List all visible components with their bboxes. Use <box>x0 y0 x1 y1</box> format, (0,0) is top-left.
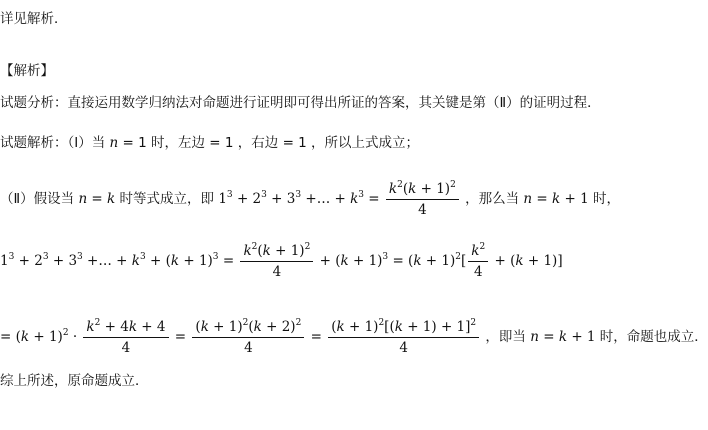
step1-inner-fraction: $\frac{k^2}{4}$ <box>468 242 488 281</box>
analysis-heading: 【解析】 <box>0 63 54 79</box>
analysis-summary-line <box>0 94 601 112</box>
solution-part-ii-line <box>0 180 620 219</box>
derivation-step-2: = $(k + 1)^2$ · $\frac{k^2 + 4k + 4}{4}$ = $\frac{(k + 1)^2(k + 2)^2}{4}$ = $\frac{(k + 1)^2[(k + 1) + 1]^2}{4}$ <box>0 329 481 345</box>
answer-line <box>0 10 68 28</box>
step2-fraction-b: $\frac{(k + 1)^2(k + 2)^2}{4}$ <box>192 318 304 357</box>
step1-fraction: $\frac{k^2(k + 1)^2}{4}$ <box>240 242 313 281</box>
conclusion-step-prefix: ，即当 <box>481 329 531 345</box>
step2-fraction-a: $\frac{k^2 + 4k + 4}{4}$ <box>83 318 168 357</box>
variable-n: n <box>109 135 119 151</box>
solution-part-i-line <box>0 134 419 152</box>
solution-part-ii-prefix: （Ⅱ）假设当 <box>0 191 79 207</box>
answer-text: 详见解析． <box>0 11 68 27</box>
solution-part-ii-suffix: 时， <box>588 191 620 207</box>
solution-part-i-prefix: 试题解析：（Ⅰ）当 <box>0 135 110 151</box>
induction-hypothesis-formula: $1^3 + 2^3 + 3^3$ +… + $k^3$ = $\frac{k^2(k + 1)^2}{4}$ <box>218 191 460 207</box>
derivation-step-1: $1^3 + 2^3 + 3^3$ +… + $k^3 + (k + 1)^3$ = $\frac{k^2(k + 1)^2}{4}$ + $(k + 1)^3 = (k + 1)^2$[ $\frac{k^2}{4}$ + (k + 1)] <box>0 242 563 280</box>
solution-part-i-text: = 1 时，左边 = 1 ，右边 = 1 ，所以上式成立； <box>118 135 420 151</box>
hypothesis-fraction: $\frac{k^2(k + 1)^2}{4}$ <box>386 180 459 219</box>
analysis-heading-line <box>0 62 54 80</box>
solution-part-ii-mid2: ，那么当 <box>460 191 524 207</box>
solution-part-ii-mid1: 时等式成立，即 <box>115 191 219 207</box>
final-conclusion-line <box>0 372 149 390</box>
derivation-line-2 <box>0 318 708 357</box>
analysis-summary-text: 试题分析：直接运用数学归纳法对命题进行证明即可得出所证的答案，其关键是第（Ⅱ）的证明过程． <box>0 95 601 111</box>
step2-fraction-c: $\frac{(k + 1)^2[(k + 1) + 1]^2}{4}$ <box>328 318 479 357</box>
assumption-n-equals-k: n = k <box>78 191 116 207</box>
n-equals-k-plus-1: n = k + 1 <box>523 191 589 207</box>
final-conclusion-text: 综上所述，原命题成立． <box>0 373 149 389</box>
conclusion-step-text: 时，命题也成立． <box>595 329 708 345</box>
derivation-line-1 <box>0 242 563 281</box>
n-equals-k-plus-1-again: n = k + 1 <box>530 329 596 345</box>
